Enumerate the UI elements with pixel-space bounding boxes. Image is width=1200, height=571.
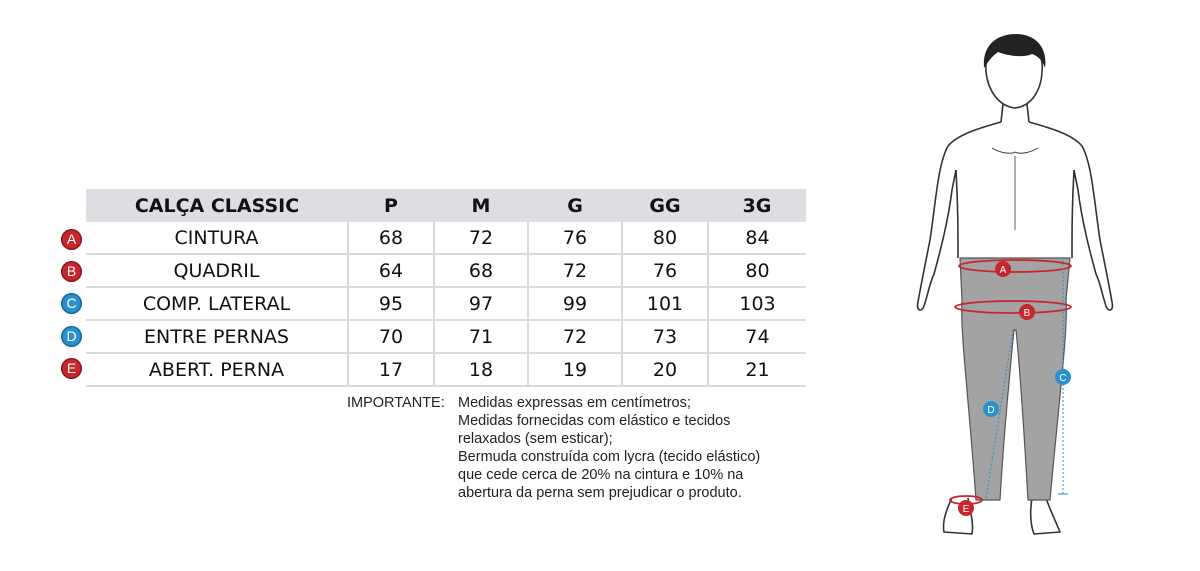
table-cell: 71 [434,320,528,353]
table-cell: 19 [528,353,622,386]
table-cell: 101 [622,287,708,320]
marker-d-badge: D [61,326,82,347]
table-row [86,222,806,254]
measure-label: QUADRIL [86,254,348,287]
measure-label: COMP. LATERAL [86,287,348,320]
note-line: Medidas expressas em centímetros; [458,395,691,411]
important-notes [458,394,760,502]
measure-label: ENTRE PERNAS [86,320,348,353]
size-header-g: G [528,189,622,222]
figure-marker-e: E [962,504,970,515]
table-cell: 72 [528,254,622,287]
marker-b-badge: B [61,261,82,282]
note-line: relaxados (sem esticar); [458,431,613,447]
table-row [86,254,806,287]
note-line: Bermuda construída com lycra (tecido elástico) [458,449,761,465]
table-cell: 18 [434,353,528,386]
table-cell: 70 [348,320,434,353]
table-row [86,320,806,353]
table-cell: 76 [622,254,708,287]
note-line: que cede cerca de 20% na cintura e 10% na [458,467,744,483]
marker-e-badge: E [61,358,82,379]
table-cell: 84 [708,222,806,254]
size-header-gg: GG [622,189,708,222]
size-header-p: P [348,189,434,222]
figure-marker-a: A [999,265,1007,276]
note-line: abertura da perna sem prejudicar o produto. [458,485,742,501]
table-cell: 21 [708,353,806,386]
table-cell: 72 [434,222,528,254]
figure-marker-d: D [987,405,995,416]
table-cell: 64 [348,254,434,287]
table-cell: 80 [622,222,708,254]
table-cell: 99 [528,287,622,320]
figure-marker-b: B [1023,308,1031,319]
table-header-row [86,189,806,222]
table-cell: 68 [434,254,528,287]
size-chart-table [86,189,806,387]
table-cell: 20 [622,353,708,386]
table-row [86,353,806,386]
table-cell: 76 [528,222,622,254]
table-cell: 72 [528,320,622,353]
table-cell: 97 [434,287,528,320]
table-cell: 103 [708,287,806,320]
table-row [86,287,806,320]
size-header-3g: 3G [708,189,806,222]
table-cell: 95 [348,287,434,320]
table-cell: 80 [708,254,806,287]
important-label: IMPORTANTE: [347,395,445,411]
measure-label: ABERT. PERNA [86,353,348,386]
note-line: Medidas fornecidas com elástico e tecidos [458,413,731,429]
body-measurement-figure [900,30,1200,570]
size-header-m: M [434,189,528,222]
marker-a-badge: A [61,229,82,250]
marker-c-badge: C [61,293,82,314]
measure-label: CINTURA [86,222,348,254]
table-cell: 73 [622,320,708,353]
table-cell: 74 [708,320,806,353]
figure-marker-c: C [1059,373,1067,384]
table-cell: 68 [348,222,434,254]
product-name-header: CALÇA CLASSIC [86,189,348,222]
table-cell: 17 [348,353,434,386]
